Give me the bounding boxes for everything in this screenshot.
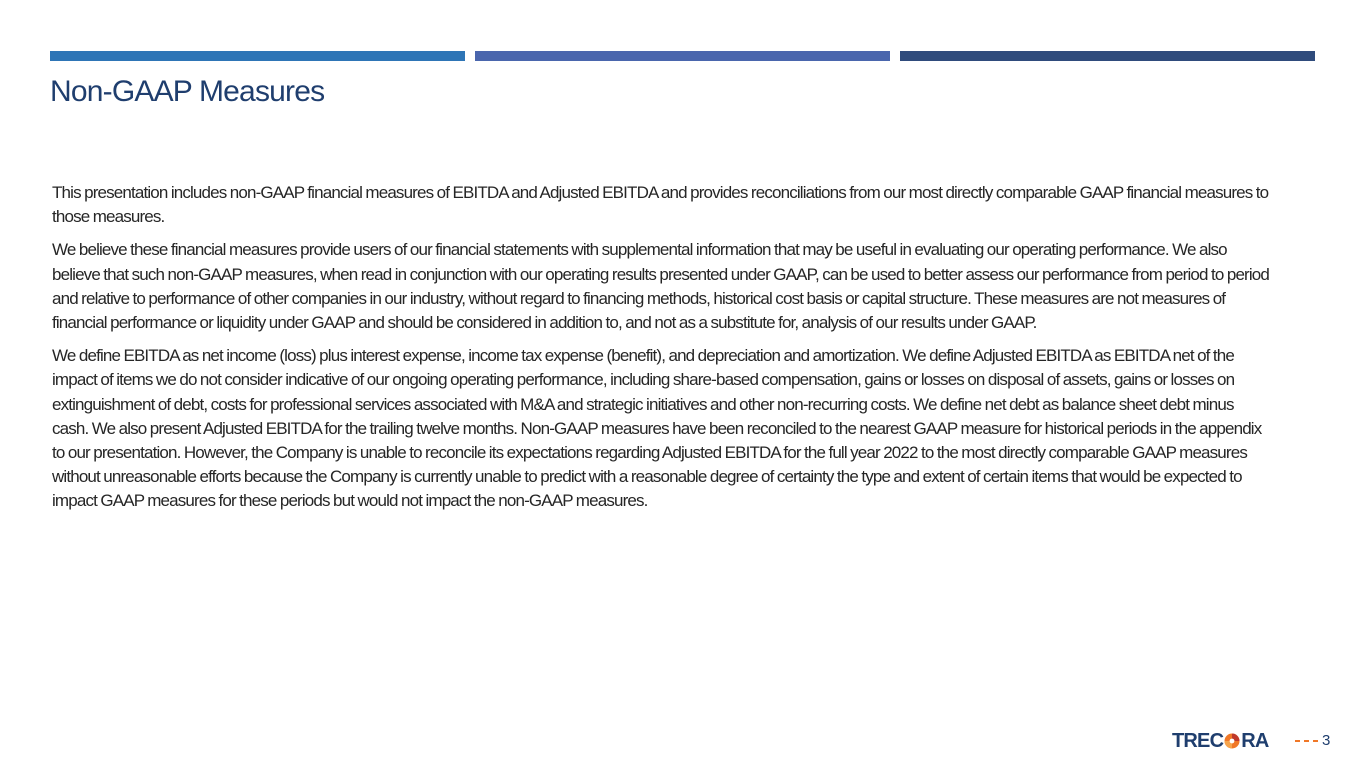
top-accent-bar-1 — [50, 51, 465, 61]
top-accent-bar-2 — [475, 51, 890, 61]
logo-text-prefix: TREC — [1172, 730, 1224, 752]
slide-title: Non-GAAP Measures — [50, 75, 325, 108]
trecora-logo — [1172, 729, 1269, 753]
paragraph-2: We believe these financial measures provide users of our financial statements with supplemental information that may be useful in evaluating our operating performance. We also believe that such non-GAAP measures, when read in conjunction with our operating results presented under GAAP, can be used to better assess our performance from period to period and relative to performance of other companies in our industry, without regard to financing methods, historical cost basis or capital structure. These measures are not measures of financial performance or liquidity under GAAP and should be considered in addition to, and not as a substitute for, analysis of our results under GAAP. — [52, 240, 1269, 333]
logo-text-suffix: RA — [1241, 730, 1269, 752]
slide-body — [52, 181, 1272, 523]
footer-dash-divider — [1295, 740, 1319, 742]
page-number: 3 — [1322, 732, 1331, 749]
trecora-orb-icon — [1224, 733, 1240, 749]
paragraph-3: We define EBITDA as net income (loss) plus interest expense, income tax expense (benefit), and depreciation and amortization. We define Adjusted EBITDA as EBITDA net of the impact of items we do not consider indicative of our ongoing operating performance, including share-based compensation, gains or losses on disposal of assets, gains or losses on extinguishment of debt, costs for professional services associated with M&A and strategic initiatives and other non-recurring costs. We define net debt as balance sheet debt minus cash. We also present Adjusted EBITDA for the trailing twelve months. Non-GAAP measures have been reconciled to the nearest GAAP measure for historical periods in the appendix to our presentation. However, the Company is unable to reconcile its expectations regarding Adjusted EBITDA for the full year 2022 to the most directly comparable GAAP measures without unreasonable efforts because the Company is currently unable to predict with a reasonable degree of certainty the type and extent of certain items that would be expected to impact GAAP measures for these periods but would not impact the non-GAAP measures. — [52, 346, 1262, 511]
paragraph-1: This presentation includes non-GAAP financial measures of EBITDA and Adjusted EBITDA and provides reconciliations from our most directly comparable GAAP financial measures to those measures. — [52, 183, 1269, 227]
top-accent-bar-3 — [900, 51, 1315, 61]
